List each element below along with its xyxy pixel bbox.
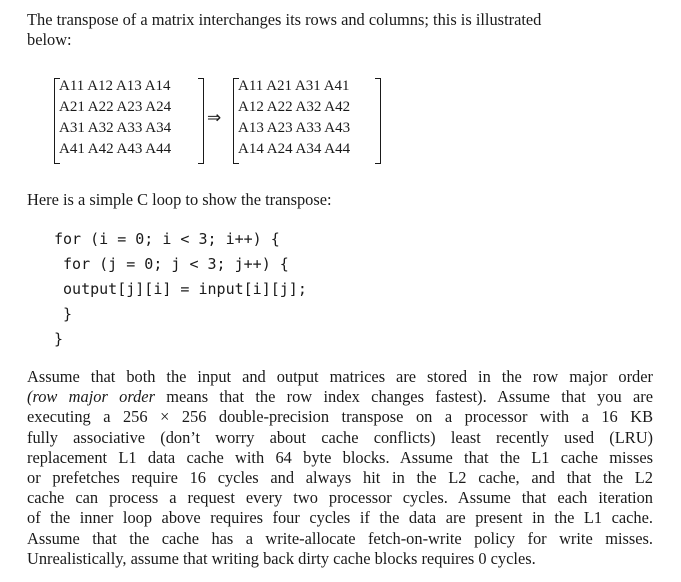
body-line-rest: means that the row index changes fastest). Assume that you are	[154, 387, 653, 407]
matrix-row: A11 A21 A31 A41	[238, 78, 350, 94]
intro-line-1: The transpose of a matrix interchanges its rows and columns; this is illustrated	[27, 10, 542, 29]
assumptions-paragraph	[27, 367, 653, 569]
body-line: executing a 256 × 256 double-precision transpose on a processor with a 16 KB	[27, 407, 653, 427]
matrix-row: A31 A32 A33 A34	[59, 120, 172, 136]
body-line: or prefetches require 16 cycles and always hit in the L2 cache, and that the L2	[27, 468, 653, 488]
right-bracket	[375, 78, 381, 164]
left-bracket	[54, 78, 60, 164]
matrix-row: A21 A22 A23 A24	[59, 99, 172, 115]
code-intro-text: Here is a simple C loop to show the transpose:	[27, 190, 332, 209]
code-line: }	[54, 330, 64, 348]
left-bracket	[233, 78, 239, 164]
body-line: replacement L1 data cache with 64 byte blocks. Assume that the L1 cache misses	[27, 447, 653, 467]
output-matrix	[233, 76, 381, 164]
intro-paragraph	[27, 10, 653, 50]
transpose-arrow-icon: ⇒	[207, 108, 222, 128]
code-block	[54, 227, 307, 352]
code-line: output[j][i] = input[i][j];	[54, 280, 307, 298]
right-bracket	[198, 78, 204, 164]
matrix-row: A12 A22 A32 A42	[238, 99, 351, 115]
code-line: for (i = 0; i < 3; i++) {	[54, 230, 280, 248]
body-line: Unrealistically, assume that writing back dirty cache blocks requires 0 cycles.	[27, 548, 536, 568]
italic-term: (row major order	[27, 387, 155, 407]
matrix-row: A41 A42 A43 A44	[59, 141, 172, 157]
intro-line-2: below:	[27, 30, 72, 49]
matrix-row: A13 A23 A33 A43	[238, 120, 351, 136]
body-line: of the inner loop above requires four cycles if the data are present in the L1 cache.	[27, 508, 653, 528]
matrix-row: A11 A12 A13 A14	[59, 78, 171, 94]
body-line: fully associative (don’t worry about cache conflicts) least recently used (LRU)	[27, 427, 653, 447]
body-line: Assume that the cache has a write-allocate fetch-on-write policy for write misses.	[27, 528, 653, 548]
body-line: cache can process a request every two processor cycles. Assume that each iteration	[27, 488, 653, 508]
matrix-row: A14 A24 A34 A44	[238, 141, 351, 157]
body-line	[27, 387, 653, 407]
code-line: for (j = 0; j < 3; j++) {	[54, 255, 289, 273]
body-line: Assume that both the input and output matrices are stored in the row major order	[27, 367, 653, 386]
code-line: }	[54, 305, 73, 323]
input-matrix	[54, 76, 204, 164]
